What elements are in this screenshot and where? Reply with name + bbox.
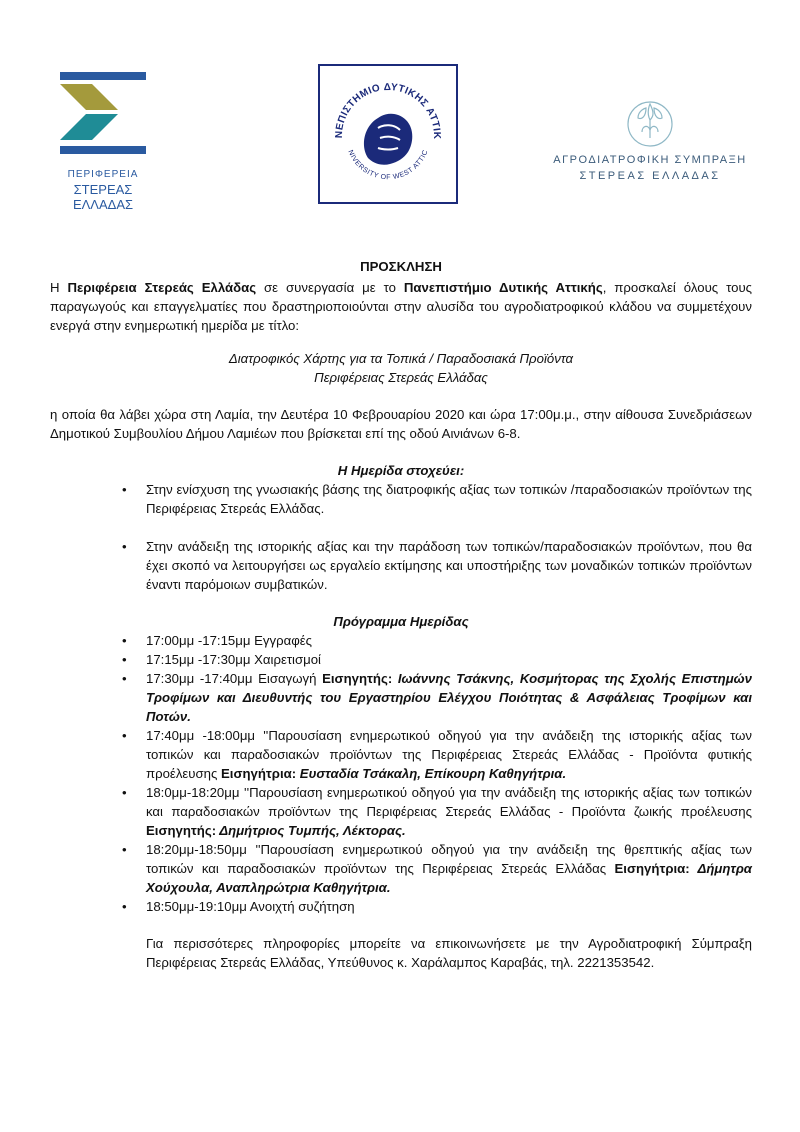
sigma-logo-icon xyxy=(48,66,158,166)
speaker-name: Δήμητρα Χούχουλα, Αναπληρώτρια Καθηγήτρια. xyxy=(146,861,752,895)
agrifood-logo-line2: ΣΤΕΡΕΑΣ ΕΛΛΑΔΑΣ xyxy=(579,170,721,182)
goal-item xyxy=(122,537,752,594)
goals-list xyxy=(50,480,752,594)
bullet-icon: • xyxy=(122,539,127,554)
program-item-text: 17:15μμ -17:30μμ Χαιρετισμοί xyxy=(146,652,321,667)
bullet-icon: • xyxy=(122,842,127,857)
program-item xyxy=(122,726,752,783)
program-item xyxy=(122,669,753,726)
program-item xyxy=(122,840,752,897)
intro-university-name: Πανεπιστήμιο Δυτικής Αττικής xyxy=(403,280,603,295)
speaker-name: Ευσταδία Τσάκαλη, Επίκουρη Καθηγήτρια. xyxy=(296,766,567,781)
program-item xyxy=(122,897,752,916)
program-item-text: 17:00μμ -17:15μμ Εγγραφές xyxy=(146,633,313,648)
bullet-icon: • xyxy=(122,785,127,800)
region-logo-line1: ΠΕΡΙΦΕΡΕΙΑ xyxy=(67,169,139,180)
program-item-text: 17:40μμ -18:00μμ ''Παρουσίαση ενημερωτικού οδηγού για την ανάδειξη της ιστορικής αξίας των τοπικών και παραδοσιακών προϊόντων της Περιφέρειας Στερεάς Ελλάδας - Προϊόντα φυτικής προέλευσης xyxy=(146,728,752,781)
goal-item xyxy=(122,480,752,518)
page-title: ΠΡΟΣΚΛΗΣΗ xyxy=(360,259,442,274)
bullet-icon: • xyxy=(122,633,127,648)
bullet-icon: • xyxy=(122,728,127,743)
document-body xyxy=(50,257,752,972)
speaker-name: Δημήτριος Τυμπής, Λέκτορας. xyxy=(216,823,406,838)
event-title-line-2: Περιφέρειας Στερεάς Ελλάδας xyxy=(314,370,488,385)
location-paragraph: η οποία θα λάβει χώρα στη Λαμία, την Δευτέρα 10 Φεβρουαρίου 2020 και ώρα 17:00μ.μ., στην αίθουσα Συνεδριάσεων Δημοτικού Συμβουλίου Δήμου Λαμιέων που βρίσκεται επί της οδού Αινιάνων 6-8. xyxy=(50,407,752,441)
program-item xyxy=(122,783,752,840)
seal-top-text: ΝΕΠΙΣΤΗΜΙΟ ΔΥΤΙΚΗΣ ΑΤΤΙΚ xyxy=(333,81,443,140)
intro-paragraph xyxy=(50,278,752,335)
region-logo xyxy=(48,66,158,216)
university-logo xyxy=(318,64,458,204)
seal-bottom-text: NIVERSITY OF WEST ATTIC xyxy=(346,148,430,182)
bullet-icon: • xyxy=(122,652,127,667)
bullet-icon: • xyxy=(122,482,127,497)
speaker-label: Εισηγητής: xyxy=(322,671,393,686)
program-heading: Πρόγραμμα Ημερίδας xyxy=(333,614,469,629)
program-item xyxy=(122,650,752,669)
leaf-circle-icon xyxy=(530,100,770,150)
program-item-text: 18:0μμ-18:20μμ ''Παρουσίαση ενημερωτικού οδηγού για την ανάδειξη της ιστορικής αξίας των τοπικών και παραδοσιακών προϊόντων της Περιφέρειας Στερεάς Ελλάδας - Προϊόντα ζωικής προέλευσης xyxy=(146,785,752,819)
speaker-label: Εισηγήτρια: xyxy=(221,766,297,781)
logo-header xyxy=(0,0,800,240)
intro-text-1: Η xyxy=(50,280,68,295)
program-item-text: 18:20μμ-18:50μμ ''Παρουσίαση ενημερωτικού οδηγού για την ανάδειξη της θρεπτικής αξίας των τοπικών και παραδοσιακών προϊόντων της Περιφέρειας Στερεάς Ελλάδας xyxy=(146,842,752,876)
intro-text-3: , προσκαλεί όλους τους παραγωγούς και επαγγελματίες που δραστηριοποιούνται στην αλυσίδα του αγροδιατροφικού κλάδου να συμμετέχουν ενεργά στην ενημερωτική ημερίδα με τίτλο: xyxy=(50,280,753,333)
intro-text-2: σε συνεργασία με το xyxy=(256,280,404,295)
speaker-name: Ιωάννης Τσάκνης, Κοσμήτορας της Σχολής Επιστημών Τροφίμων και Διευθυντής του Εργαστηρίου Ελέγχου Ποιότητας & Ασφάλειας Τροφίμων και Ποτών. xyxy=(146,671,753,724)
university-seal-icon xyxy=(320,66,456,202)
program-item-text: 17:30μμ -17:40μμ Εισαγωγή xyxy=(146,671,323,686)
goal-text: Στην ενίσχυση της γνωσιακής βάσης της διατροφικής αξίας των τοπικών /παραδοσιακών προϊόντων της Περιφέρειας Στερεάς Ελλάδας. xyxy=(146,482,752,516)
program-item xyxy=(122,631,752,650)
region-logo-line3: ΕΛΛΑΔΑΣ xyxy=(72,197,134,212)
bullet-icon: • xyxy=(122,671,127,686)
event-title-line-1: Διατροφικός Χάρτης για τα Τοπικά / Παραδοσιακά Προϊόντα xyxy=(228,351,574,366)
contact-paragraph: Για περισσότερες πληροφορίες μπορείτε να επικοινωνήσετε με την Αγροδιατροφική Σύμπραξη Περιφέρειας Στερεάς Ελλάδας, Υπεύθυνος κ. Χαράλαμπος Καραβάς, τηλ. 2221353542. xyxy=(146,936,752,970)
goals-heading: Η Ημερίδα στοχεύει: xyxy=(337,463,465,478)
speaker-label: Εισηγητής: xyxy=(146,823,217,838)
program-list xyxy=(50,631,752,916)
goal-text: Στην ανάδειξη της ιστορικής αξίας και την παράδοση των τοπικών/παραδοσιακών προϊόντων, που θα έχει σκοπό να λειτουργήσει ως εργαλείο εκτίμησης και υποστήριξης των μοναδικών τοπικών προϊόντων έναντι παρόμοιων συμβατικών. xyxy=(146,539,752,592)
intro-region-name: Περιφέρεια Στερεάς Ελλάδας xyxy=(67,280,257,295)
speaker-label: Εισηγήτρια: xyxy=(614,861,690,876)
region-logo-line2: ΣΤΕΡΕΑΣ xyxy=(73,182,133,197)
bullet-icon: • xyxy=(122,899,127,914)
program-item-text: 18:50μμ-19:10μμ Ανοιχτή συζήτηση xyxy=(146,899,355,914)
agrifood-logo xyxy=(530,100,770,190)
agrifood-logo-line1: ΑΓΡΟΔΙΑΤΡΟΦΙΚΗ ΣΥΜΠΡΑΞΗ xyxy=(553,154,747,166)
